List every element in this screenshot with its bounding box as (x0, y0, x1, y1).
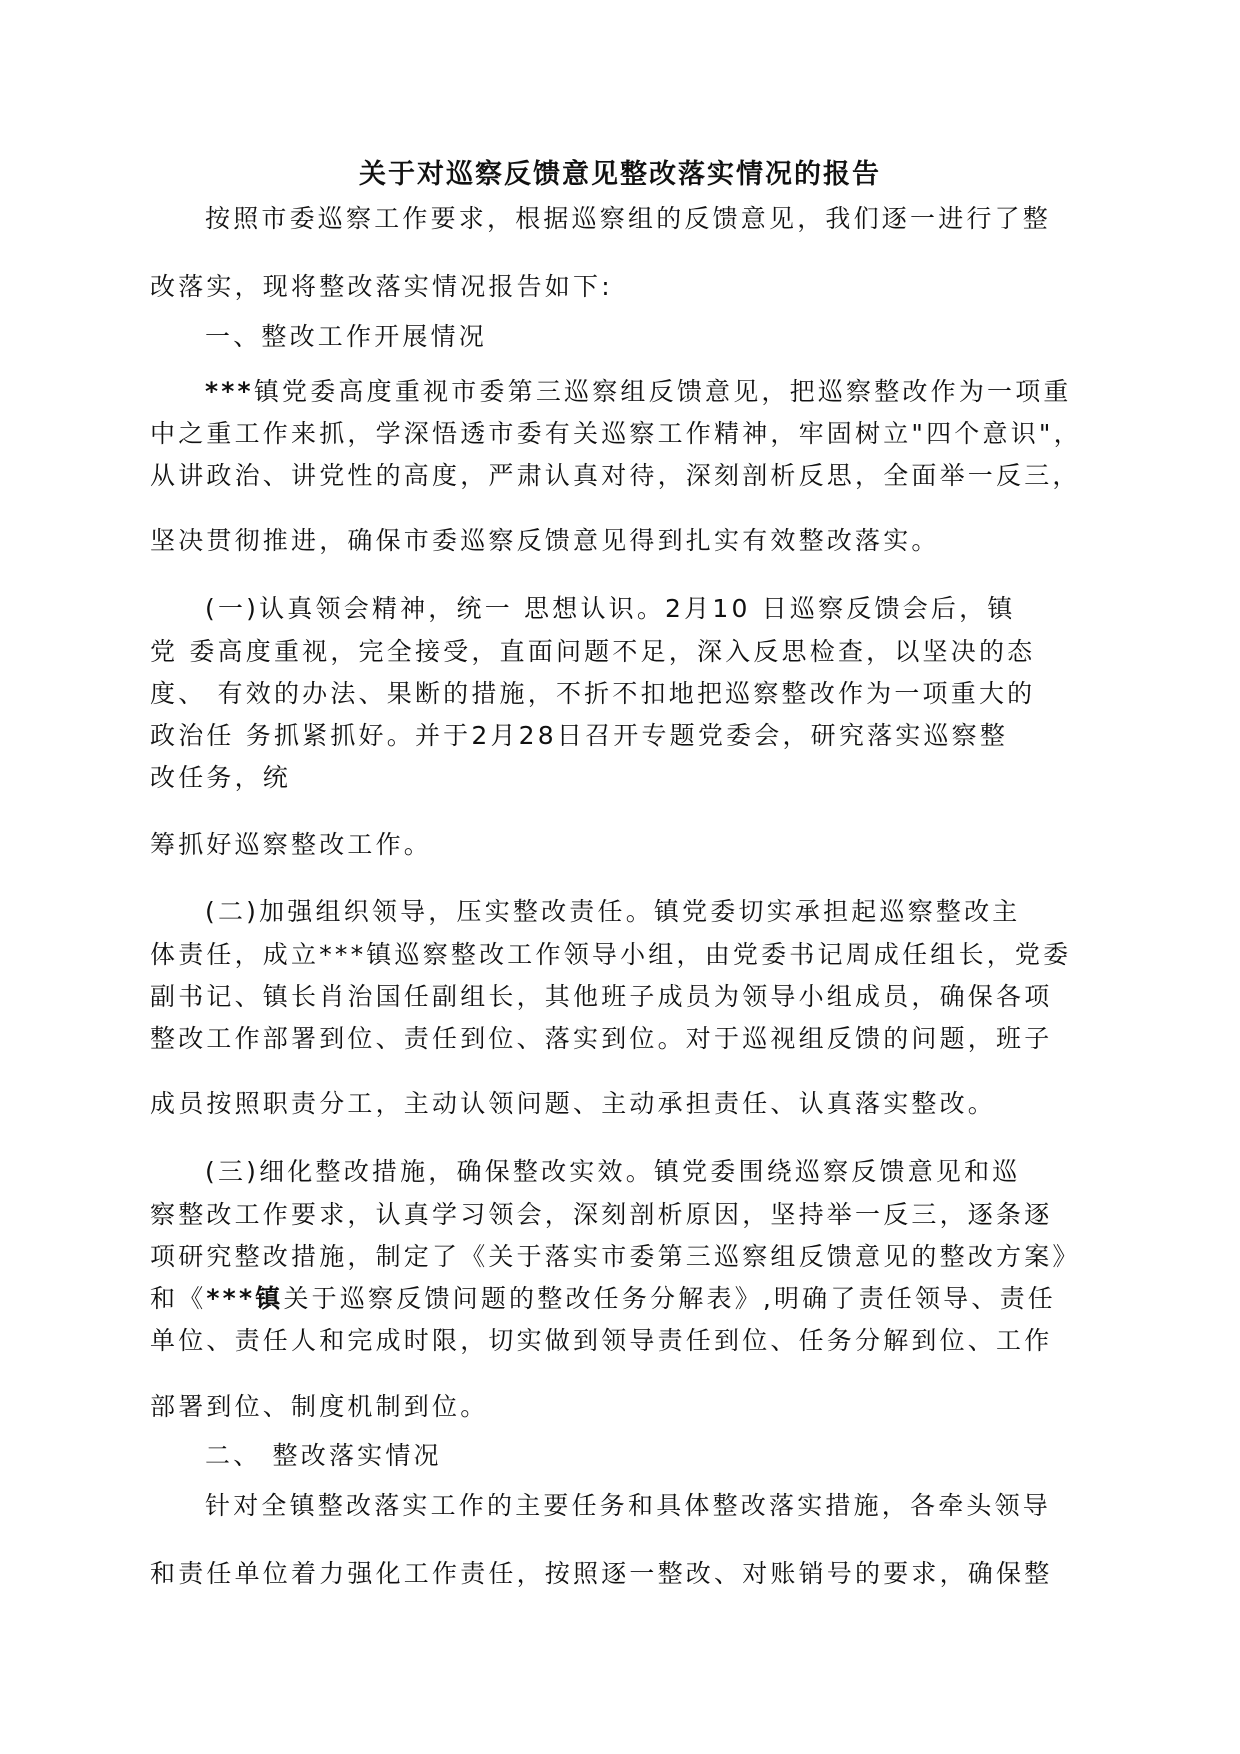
paragraph-line (205, 200, 1090, 238)
section-heading (205, 318, 1090, 356)
line-text: 体责任，成立***镇巡察整改工作领导小组，由党委书记周成任组长，党委 (150, 940, 1072, 969)
line-text: 从讲政治、讲党性的高度，严肃认真对待，深刻剖析反思，全面举一反三， (150, 461, 1081, 490)
line-text: 部署到位、制度机制到位。 (150, 1392, 489, 1421)
line-text: (二)加强组织领导，压实整改责任。镇党委切实承担起巡察整改主 (205, 897, 1021, 926)
paragraph-line (205, 590, 1090, 628)
line-text: 镇党委高度重视市委第三巡察组反馈意见，把巡察整改作为一项重 (253, 377, 1072, 406)
line-text: 整改工作部署到位、责任到位、落实到位。对于巡视组反馈的问题，班子 (150, 1024, 1053, 1053)
document-title: 关于对巡察反馈意见整改落实情况的报告 (359, 159, 881, 190)
line-text: 党 委高度重视，完全接受，直面问题不足，深入反思检查，以坚决的态 (150, 637, 1036, 666)
line-text: 和责任单位着力强化工作责任，按照逐一整改、对账销号的要求，确保整 (150, 1559, 1053, 1588)
paragraph-line (150, 268, 1090, 306)
paragraph-line (150, 936, 1090, 974)
paragraph-line (150, 1085, 1090, 1123)
line-text: 度、 有效的办法、果断的措施，不折不扣地把巡察整改作为一项重大的 (150, 679, 1036, 708)
paragraph-line (150, 457, 1090, 495)
line-text: 政治任 务抓紧抓好。并于2月28日召开专题党委会，研究落实巡察整 (150, 721, 1009, 750)
line-text: 改任务，统 (150, 763, 292, 792)
paragraph-line (150, 759, 1090, 797)
paragraph-line (150, 415, 1090, 453)
section-heading (205, 1437, 1090, 1475)
paragraph-line (205, 1153, 1090, 1191)
paragraph-line (150, 1020, 1090, 1058)
paragraph-line (150, 978, 1090, 1016)
line-text: (三)细化整改措施，确保整改实效。镇党委围绕巡察反馈意见和巡 (205, 1157, 1021, 1186)
line-text: 单位、责任人和完成时限，切实做到领导责任到位、任务分解到位、工作 (150, 1326, 1053, 1355)
line-text: 中之重工作来抓，学深悟透市委有关巡察工作精神，牢固树立"四个意识"， (150, 419, 1082, 448)
paragraph-line (150, 1238, 1090, 1276)
line-text: 项研究整改措施，制定了《关于落实市委第三巡察组反馈意见的整改方案》 (150, 1242, 1081, 1271)
redacted-name: ***镇 (206, 1284, 284, 1313)
paragraph-line (205, 1487, 1090, 1525)
paragraph-line (150, 1196, 1090, 1234)
paragraph-line (150, 826, 1090, 864)
line-text: 和《 (150, 1284, 207, 1313)
line-text: 针对全镇整改落实工作的主要任务和具体整改落实措施，各牵头领导 (205, 1491, 1052, 1520)
paragraph-line (150, 522, 1090, 560)
paragraph-line (205, 893, 1090, 931)
line-text: 二、 整改落实情况 (205, 1441, 442, 1470)
line-text: 改落实，现将整改落实情况报告如下: (150, 272, 613, 301)
paragraph-line (150, 1322, 1090, 1360)
line-text: 一、整改工作开展情况 (205, 322, 488, 351)
line-text: 坚决贯彻推进，确保市委巡察反馈意见得到扎实有效整改落实。 (150, 526, 940, 555)
paragraph-line (150, 633, 1090, 671)
line-text: 按照市委巡察工作要求，根据巡察组的反馈意见，我们逐一进行了整 (205, 204, 1052, 233)
paragraph-line (205, 373, 1090, 411)
line-text: (一)认真领会精神，统一 思想认识。2月10 日巡察反馈会后，镇 (205, 594, 1016, 623)
paragraph-line (150, 675, 1090, 713)
line-text: 筹抓好巡察整改工作。 (150, 830, 433, 859)
line-text: 成员按照职责分工，主动认领问题、主动承担责任、认真落实整改。 (150, 1089, 997, 1118)
line-text: 察整改工作要求，认真学习领会，深刻剖析原因，坚持举一反三，逐条逐 (150, 1200, 1053, 1229)
line-text: 副书记、镇长肖治国任副组长，其他班子成员为领导小组成员，确保各项 (150, 982, 1053, 1011)
redacted-name: *** (205, 377, 254, 406)
paragraph-line (150, 717, 1090, 755)
paragraph-line (150, 1555, 1090, 1593)
paragraph-line (150, 1388, 1090, 1426)
paragraph-line (150, 1280, 1090, 1318)
line-text: 关于巡察反馈问题的整改任务分解表》,明确了责任领导、责任 (283, 1284, 1056, 1313)
